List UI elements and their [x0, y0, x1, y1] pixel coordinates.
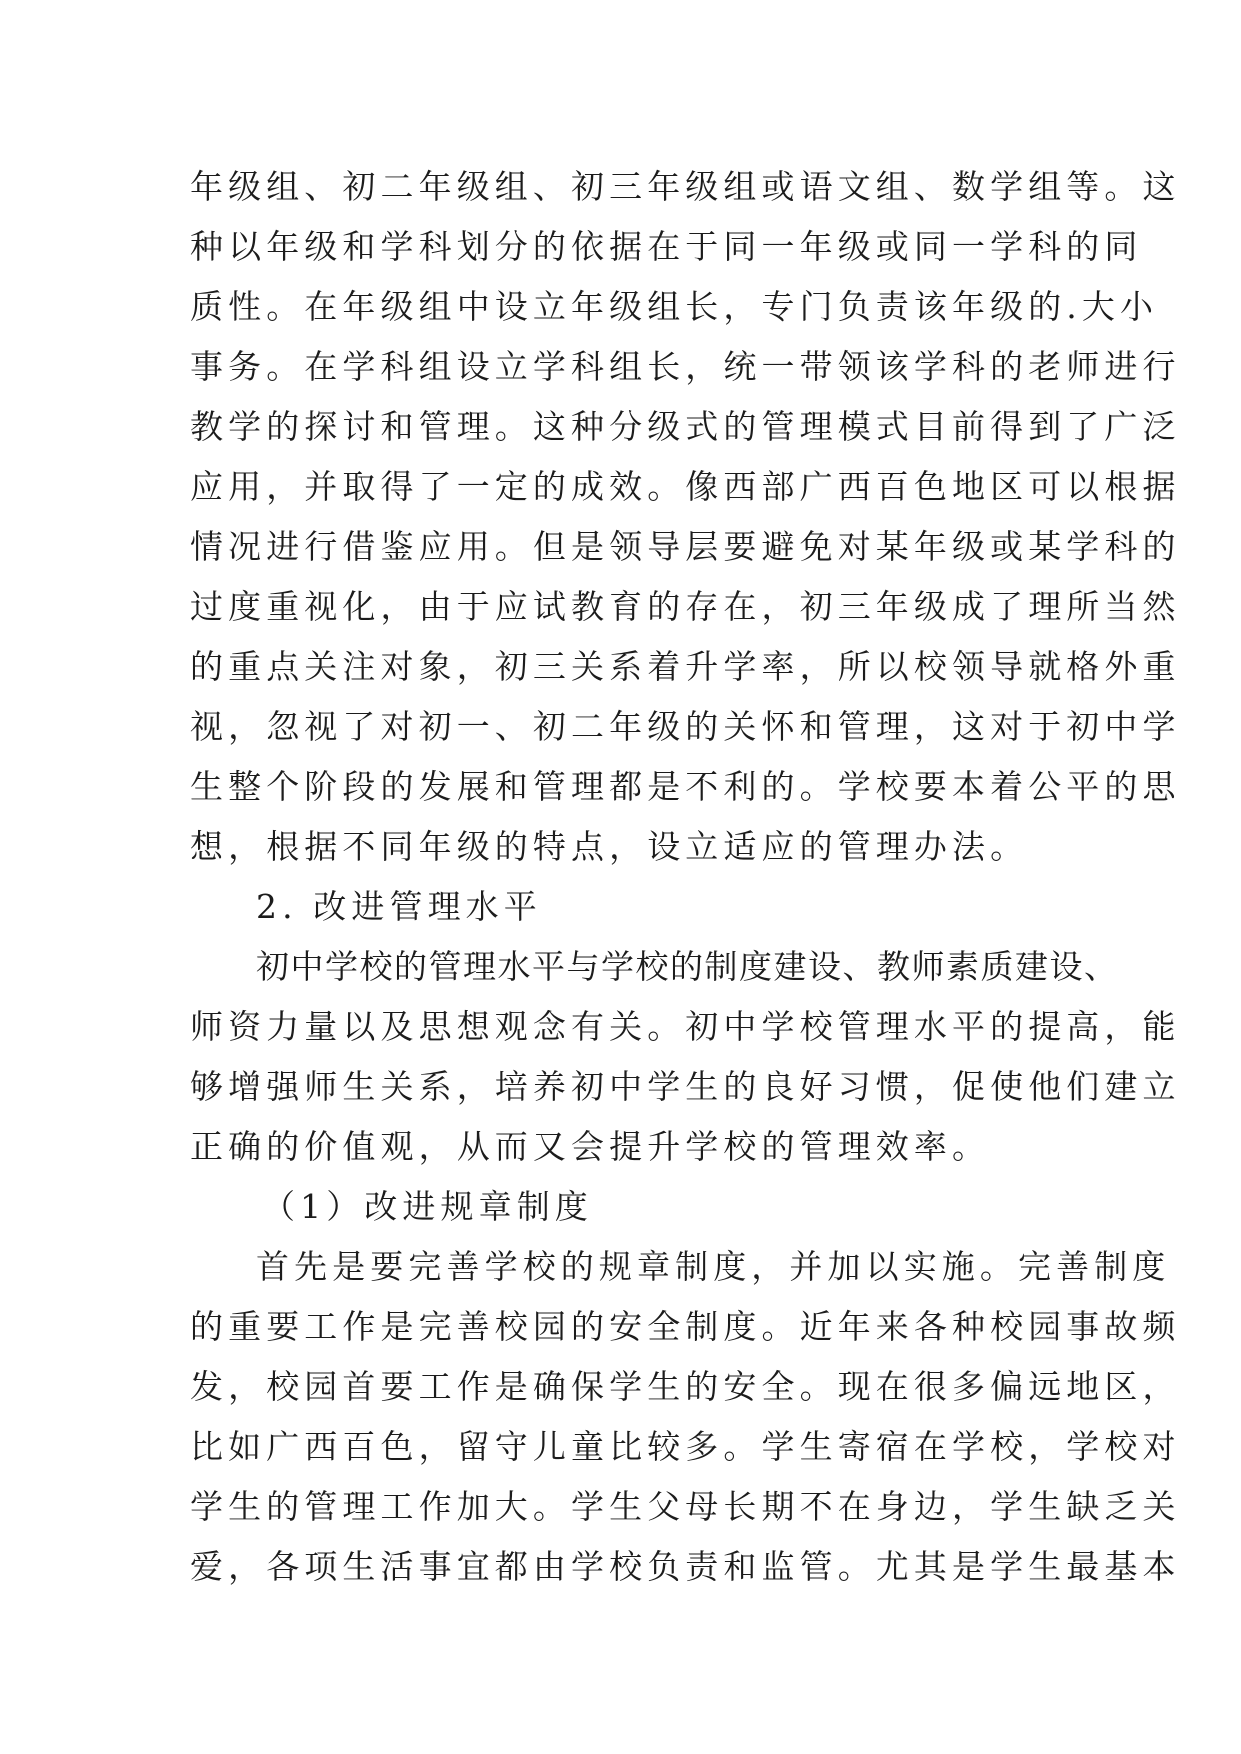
text-line: 年级组、初二年级组、初三年级组或语文组、数学组等。这: [190, 167, 1181, 206]
text-line: 想，根据不同年级的特点，设立适应的管理办法。: [190, 827, 1029, 866]
text-line: 的重要工作是完善校园的安全制度。近年来各种校园事故频: [190, 1307, 1181, 1346]
section-heading: 2. 改进管理水平: [256, 887, 542, 926]
text-line: 应用，并取得了一定的成效。像西部广西百色地区可以根据: [190, 467, 1181, 506]
text-line: 质性。在年级组中设立年级组长，专门负责该年级的.大小: [190, 287, 1159, 326]
text-line: 事务。在学科组设立学科组长，统一带领该学科的老师进行: [190, 347, 1181, 386]
text-line: 正确的价值观，从而又会提升学校的管理效率。: [190, 1127, 991, 1166]
text-line: 发，校园首要工作是确保学生的安全。现在很多偏远地区，: [190, 1367, 1181, 1406]
text-line: 的重点关注对象，初三关系着升学率，所以校领导就格外重: [190, 647, 1181, 686]
text-line: 学生的管理工作加大。学生父母长期不在身边，学生缺乏关: [190, 1487, 1181, 1526]
text-line: 爱，各项生活事宜都由学校负责和监管。尤其是学生最基本: [190, 1547, 1181, 1586]
text-line: 教学的探讨和管理。这种分级式的管理模式目前得到了广泛: [190, 407, 1181, 446]
text-line: 初中学校的管理水平与学校的制度建设、教师素质建设、: [256, 947, 1119, 986]
text-line: 生整个阶段的发展和管理都是不利的。学校要本着公平的思: [190, 767, 1181, 806]
text-line: 首先是要完善学校的规章制度，并加以实施。完善制度: [256, 1247, 1171, 1286]
text-line: 情况进行借鉴应用。但是领导层要避免对某年级或某学科的: [190, 527, 1181, 566]
text-line: 比如广西百色，留守儿童比较多。学生寄宿在学校，学校对: [190, 1427, 1181, 1466]
subsection-heading: （1）改进规章制度: [262, 1187, 593, 1226]
text-line: 种以年级和学科划分的依据在于同一年级或同一学科的同: [190, 227, 1143, 266]
text-line: 视，忽视了对初一、初二年级的关怀和管理，这对于初中学: [190, 707, 1181, 746]
text-line: 够增强师生关系，培养初中学生的良好习惯，促使他们建立: [190, 1067, 1181, 1106]
text-line: 过度重视化，由于应试教育的存在，初三年级成了理所当然: [190, 587, 1181, 626]
text-line: 师资力量以及思想观念有关。初中学校管理水平的提高，能: [190, 1007, 1181, 1046]
